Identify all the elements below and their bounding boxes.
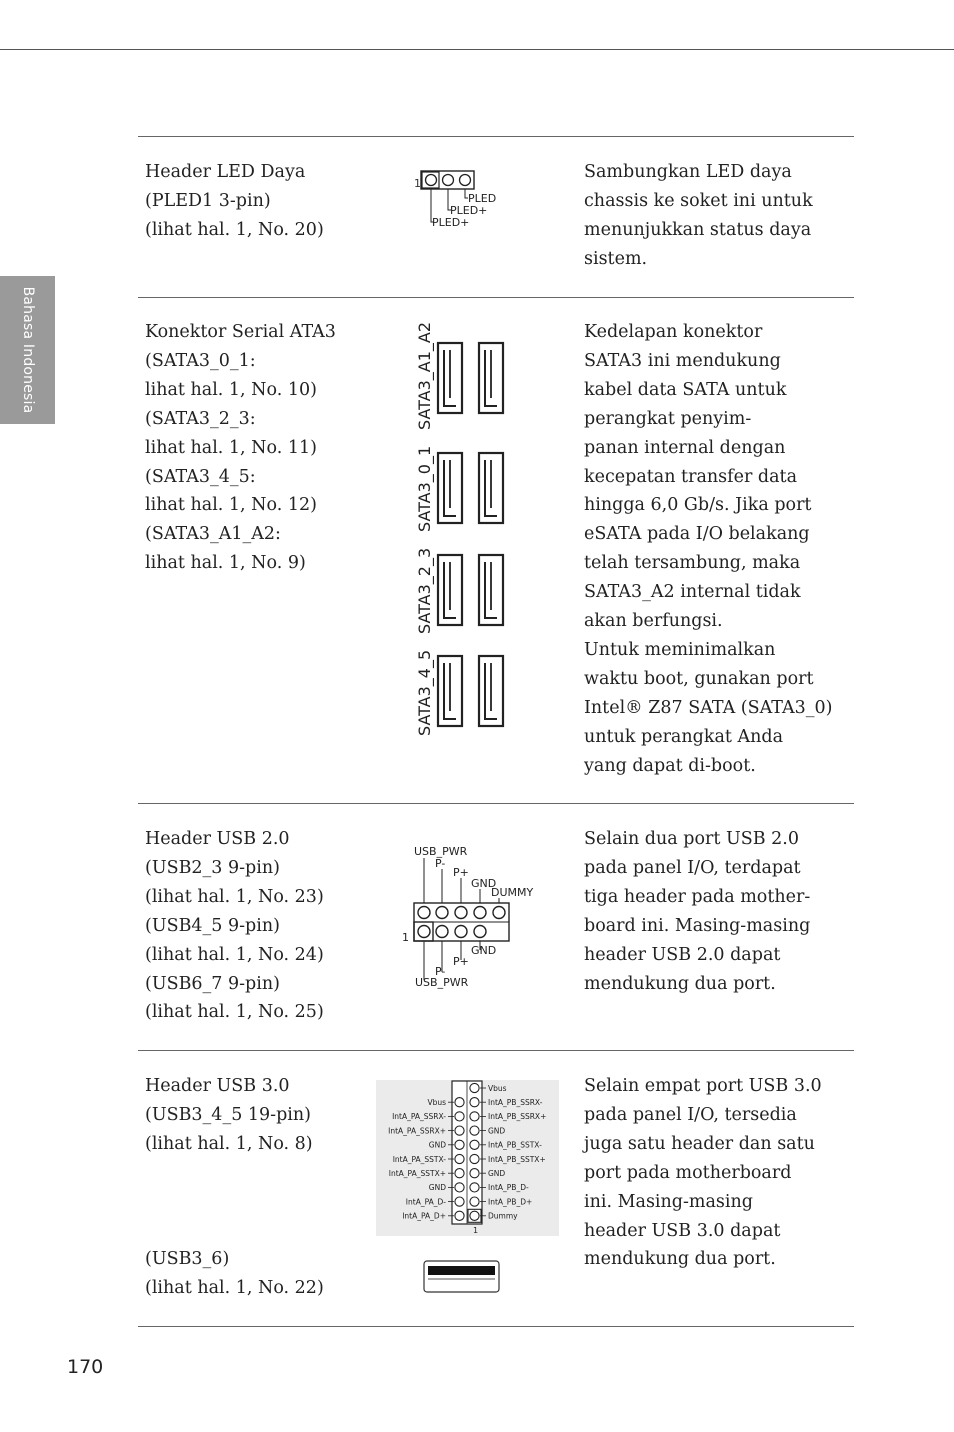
text-line: (lihat hal. 1, No. 20): [145, 219, 324, 240]
text-line: telah tersambung, maka: [584, 553, 801, 574]
usb3-left-pin-label: IntA_PA_D+: [402, 1211, 446, 1221]
text-line: lihat hal. 1, No. 11): [145, 437, 317, 458]
text-line: perangkat penyim-: [584, 408, 752, 429]
page-number: 170: [67, 1356, 104, 1378]
usb2-header-diagram: [398, 840, 548, 990]
text-line: Header LED Daya: [145, 162, 306, 182]
text-line: (USB6_7 9-pin): [145, 973, 280, 994]
p-plus-label: P+: [453, 866, 469, 879]
sata-connector-pair: [438, 555, 503, 625]
usb3-port-description: [145, 1245, 324, 1303]
row-divider: [138, 1326, 854, 1327]
text-line: SATA3 ini mendukung: [584, 350, 781, 371]
usb3-left-pin-label: GND: [428, 1183, 446, 1193]
usb3-right-pin-label: GND: [488, 1126, 506, 1136]
text-line: Untuk meminimalkan: [584, 639, 776, 660]
port-tongue: [428, 1266, 495, 1275]
text-line: (lihat hal. 1, No. 25): [145, 1002, 324, 1023]
text-line: lihat hal. 1, No. 9): [145, 553, 306, 574]
usb3-left-pin-label: IntA_PA_D-: [405, 1197, 446, 1207]
sata-connectors-diagram: [404, 322, 524, 742]
text-line: Sambungkan LED daya: [584, 162, 792, 182]
text-line: mendukung dua port.: [584, 1249, 776, 1270]
text-line: menunjukkan status daya: [584, 219, 812, 240]
pin1-label: 1: [402, 931, 409, 944]
text-line: yang dapat di-boot.: [584, 755, 756, 776]
text-line: (USB3_4_5 19-pin): [145, 1104, 311, 1125]
usb3-port-diagram: [423, 1260, 501, 1294]
text-line: chassis ke soket ini untuk: [584, 190, 813, 211]
sata-4-5-label: SATA3_4_5: [415, 649, 434, 736]
usb3-left-pin-label: IntA_PA_SSRX+: [388, 1126, 446, 1136]
row-divider: [138, 1050, 854, 1051]
row-divider: [138, 297, 854, 298]
sata-0-1-label: SATA3_0_1: [415, 445, 434, 532]
usb3-left-pin-label: IntA_PA_SSTX-: [392, 1154, 446, 1164]
usb3-right-pin-label: IntA_PB_SSTX+: [488, 1154, 546, 1164]
text-line: kabel data SATA untuk: [584, 379, 787, 400]
text-line: board ini. Masing-masing: [584, 915, 811, 936]
text-line: ini. Masing-masing: [584, 1191, 753, 1212]
port-outline: [424, 1261, 499, 1292]
pled-plus-label: PLED+: [450, 204, 488, 217]
text-line: hingga 6,0 Gb/s. Jika port: [584, 495, 812, 516]
text-line: kecepatan transfer data: [584, 466, 797, 487]
header-outline: [421, 171, 474, 189]
text-line: juga satu header dan satu: [584, 1133, 815, 1154]
usb3-right-pin-label: Vbus: [488, 1083, 507, 1093]
text-line: (SATA3_A1_A2:: [145, 524, 281, 545]
pled-header-diagram: [410, 168, 510, 232]
usb3-left-pin-label: IntA_PA_SSTX+: [388, 1169, 446, 1178]
text-line: lihat hal. 1, No. 12): [145, 495, 317, 516]
sata-connector-pair: [438, 453, 503, 523]
usb3-right-pin-label: IntA_PB_SSTX-: [488, 1140, 542, 1150]
gnd-label: GND: [471, 944, 497, 957]
usb3-left-pin-label: GND: [428, 1140, 446, 1150]
usb3-right-pin-label: Dummy: [488, 1211, 518, 1221]
sata-connector-pair: [438, 343, 503, 413]
text-line: (USB3_6): [145, 1249, 230, 1269]
gnd-label: GND: [471, 877, 497, 890]
text-line: eSATA pada I/O belakang: [584, 524, 810, 545]
text-line: Header USB 2.0: [145, 829, 290, 849]
usb3-left-pin-label: Vbus: [427, 1098, 446, 1107]
pled-description: [145, 158, 324, 245]
usb-pwr-label: USB_PWR: [414, 845, 468, 858]
usb3-right-pin-label: IntA_PB_SSRX+: [488, 1112, 547, 1122]
sata-connector-pair: [438, 656, 503, 726]
usb3-right-pin-label: IntA_PB_SSRX-: [488, 1098, 543, 1107]
text-line: SATA3_A2 internal tidak: [584, 582, 801, 603]
text-line: pada panel I/O, terdapat: [584, 857, 801, 878]
row-divider: [138, 803, 854, 804]
text-line: sistem.: [584, 248, 648, 269]
text-line: tiga header pada mother-: [584, 886, 811, 907]
text-line: Kedelapan konektor: [584, 322, 763, 342]
pled-plus-label: PLED+: [432, 216, 470, 229]
text-line: header USB 2.0 dapat: [584, 944, 781, 965]
text-line: Selain empat port USB 3.0: [584, 1076, 822, 1096]
text-line: akan berfungsi.: [584, 611, 723, 632]
text-line: pada panel I/O, tersedia: [584, 1104, 797, 1125]
usb3-right-pin-label: GND: [488, 1169, 506, 1178]
usb3-description: [145, 1072, 313, 1159]
text-line: waktu boot, gunakan port: [584, 668, 814, 689]
text-line: (lihat hal. 1, No. 22): [145, 1277, 324, 1298]
usb2-explanation: [584, 825, 810, 998]
side-tab-label: Bahasa Indonesia: [19, 286, 36, 414]
usb3-header-diagram: [376, 1080, 559, 1240]
text-line: lihat hal. 1, No. 10): [145, 379, 317, 400]
p-minus-label: P-: [435, 857, 446, 870]
text-line: header USB 3.0 dapat: [584, 1220, 781, 1241]
dummy-label: DUMMY: [491, 886, 534, 899]
text-line: Selain dua port USB 2.0: [584, 829, 799, 849]
usb-pwr-label: USB_PWR: [415, 976, 469, 989]
pled-minus-label: PLED: [468, 192, 497, 205]
text-line: Intel® Z87 SATA (SATA3_0): [584, 697, 833, 718]
text-line: untuk perangkat Anda: [584, 726, 784, 747]
text-line: (SATA3_4_5:: [145, 466, 256, 487]
text-line: (PLED1 3-pin): [145, 190, 271, 211]
text-line: port pada motherboard: [584, 1162, 792, 1183]
text-line: Konektor Serial ATA3: [145, 322, 336, 342]
p-minus-label: P-: [435, 965, 446, 978]
text-line: (lihat hal. 1, No. 8): [145, 1133, 313, 1154]
usb2-description: [145, 825, 324, 1027]
sata-description: [145, 318, 336, 578]
usb3-right-pin-label: IntA_PB_D+: [488, 1197, 533, 1207]
text-line: (lihat hal. 1, No. 24): [145, 944, 324, 965]
sata-2-3-label: SATA3_2_3: [415, 547, 434, 634]
pin1-label: 1: [414, 177, 421, 190]
side-tab: [0, 276, 55, 424]
pled-explanation: [584, 158, 813, 274]
row-divider: [138, 136, 854, 137]
text-line: (SATA3_2_3:: [145, 408, 256, 429]
text-line: panan internal dengan: [584, 437, 786, 458]
text-line: mendukung dua port.: [584, 973, 776, 994]
text-line: (USB2_3 9-pin): [145, 857, 280, 878]
sata-explanation: [584, 318, 833, 781]
text-line: Header USB 3.0: [145, 1076, 290, 1096]
usb3-left-pin-label: IntA_PA_SSRX-: [392, 1112, 446, 1122]
top-rule: [0, 49, 954, 50]
sata-a1-a2-label: SATA3_A1_A2: [415, 322, 434, 430]
text-line: (USB4_5 9-pin): [145, 915, 280, 936]
usb3-explanation: [584, 1072, 822, 1274]
text-line: (lihat hal. 1, No. 23): [145, 886, 324, 907]
text-line: (SATA3_0_1:: [145, 350, 256, 371]
p-plus-label: P+: [453, 955, 469, 968]
usb3-right-pin-label: IntA_PB_D-: [488, 1183, 529, 1193]
pin1-label: 1: [473, 1226, 479, 1235]
